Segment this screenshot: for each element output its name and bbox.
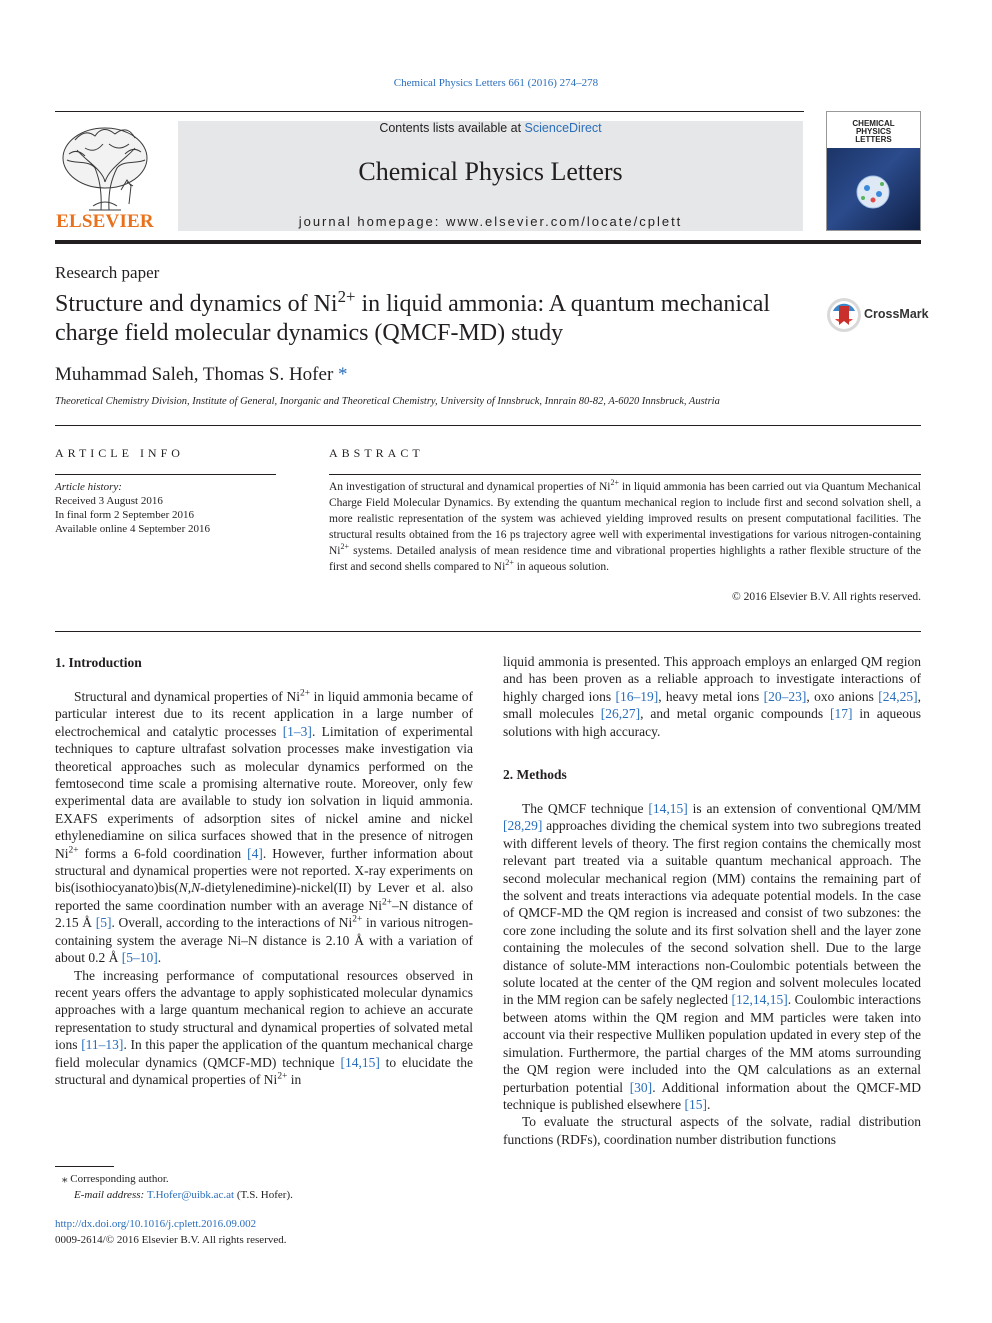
info-top-divider bbox=[55, 425, 921, 426]
introduction-continuation bbox=[503, 653, 921, 740]
citation-link[interactable]: [26,27] bbox=[600, 706, 641, 722]
author-list: Muhammad Saleh, Thomas S. Hofer * bbox=[55, 364, 348, 385]
intro-paragraph-continued: liquid ammonia is presented. This approach employs an enlarged QM region and has been proven as a reliable approach to investigate interactions of highly charged ions [16–19], heavy metal ions [20–23], oxo anions [24,25], small molecules [26,27], and metal organic compounds [17] in aqueous solutions with high accuracy. bbox=[503, 654, 921, 739]
methods-body bbox=[503, 800, 921, 1148]
abstract-copyright: © 2016 Elsevier B.V. All rights reserved. bbox=[732, 591, 921, 603]
history-label: Article history: bbox=[55, 481, 122, 493]
doi-link[interactable]: http://dx.doi.org/10.1016/j.cplett.2016.09.002 bbox=[55, 1218, 257, 1230]
citation-link[interactable]: [30] bbox=[629, 1079, 653, 1095]
article-history bbox=[55, 480, 210, 536]
abstract-heading: ABSTRACT bbox=[329, 446, 424, 460]
crossmark-label[interactable]: CrossMark bbox=[864, 307, 929, 321]
article-info-heading: ARTICLE INFO bbox=[55, 446, 184, 460]
methods-heading: 2. Methods bbox=[503, 767, 567, 782]
intro-paragraph-1: Structural and dynamical properties of $Ni^{2+}$ in liquid ammonia became of particular interest due to its recent application in a large number of electrochemical and catalytic processes [1–3]. Limitation of experimental techniques to capture ultrafast solvation processes make investigation via theoretical approaches such as molecular dynamics performed on the femtosecond time scale a promising alternative route. Moreover, only few experimental data are available to study ion solvation in liquid ammonia. EXAFS experiments of adsorption sites of nickel amine and nickel ethylenediamine on silica surfaces showed that in the presence of nitrogen $Ni^{2+}$ forms a 6-fold coordination [4]. However, further information about structural and dynamical properties were not reported. X-ray experiments on bis(isothiocyanato)bis(N,N-dietylenedimine)-nickel(II) by Lever et al. also reported the same coordination number with an average $Ni^{2+}-N$ distance of 2.15 Å [5]. Overall, according to the interactions of $Ni^{2+}$ in various nitrogen-containing system the average Ni–N distance is 2.10 Å with a variation of about 0.2 Å [5–10]. bbox=[55, 688, 474, 966]
citation-link[interactable]: [4] bbox=[247, 845, 263, 861]
author-email-link[interactable]: T.Hofer@uibk.ac.at bbox=[146, 1189, 235, 1201]
citation-link[interactable]: [1–3] bbox=[282, 723, 312, 739]
sciencedirect-link[interactable]: ScienceDirect bbox=[524, 121, 602, 135]
abstract-divider bbox=[329, 474, 921, 475]
citation-link[interactable]: [28,29] bbox=[503, 818, 543, 834]
header-thick-divider bbox=[55, 240, 921, 244]
citation-link[interactable]: [12,14,15] bbox=[731, 992, 788, 1008]
intro-paragraph-2: The increasing performance of computational resources observed in recent years offers the advantage to apply sophisticated molecular dynamics approaches with a large quantum mechanical region to achieve an accurate representation to study structural and dynamical properties of solvated metal ions [11–13]. In this paper the application of the quantum mechanical charge field molecular dynamics (QMCF-MD) technique [14,15] to elucidate the structural and dynamical properties of $Ni^{2+}$ in bbox=[55, 967, 473, 1087]
footnote-divider bbox=[55, 1166, 114, 1167]
corresponding-author-note: ⁎ Corresponding author. bbox=[62, 1173, 169, 1185]
email-note: E-mail address: T.Hofer@uibk.ac.at (T.S. Hofer). bbox=[74, 1189, 293, 1201]
journal-homepage[interactable]: journal homepage: www.elsevier.com/locate/cplett bbox=[298, 214, 683, 229]
online-date: Available online 4 September 2016 bbox=[55, 523, 210, 535]
issn-copyright: 0009-2614/© 2016 Elsevier B.V. All rights reserved. bbox=[55, 1234, 287, 1246]
abstract-body: An investigation of structural and dynamical properties of $Ni^{2+}$ in liquid ammonia has been carried out via Quantum Mechanical Charge Field Molecular Dynamics. By extending the quantum mechanical region to include first and second solvation shell, a more realistic representation of the system was achieved yielding improved results on present computational facilities. The structural results obtained from the 16 ps trajectory agree well with experimental investigations for various nitrogen-containing $Ni^{2+}$ systems. Detailed analysis of mean residence time and vibrational properties highlights a rather flexible structure of the first and second shells compared to $Ni^{2+}$ in aqueous solution. bbox=[329, 478, 921, 573]
publisher-name: ELSEVIER bbox=[56, 211, 154, 232]
footnotes bbox=[62, 1171, 293, 1203]
citation-link[interactable]: [14,15] bbox=[340, 1054, 380, 1070]
citation-link[interactable]: [17] bbox=[829, 706, 853, 722]
citation-link[interactable]: [16–19] bbox=[615, 688, 659, 704]
methods-paragraph-1: The QMCF technique [14,15] is an extension of conventional QM/MM [28,29] approaches dividing the chemical system into two subregions treated with different levels of theory. The first region contains the chemically most relevant part treated via a suitable quantum mechanical approach. The second molecular mechanical region (MM) contains the remaining part of the solvent and treats interactions via adequate potential models. In the case of QMCF-MD the QM region is increased and consist of two subzones: the core zone including the solute and its first solvation shell and the layer zone containing the molecules of the second solvation shell. Due to the large distance of solute-MM interactions non-Coulombic potentials between the solute located at the center of the QM region and solvent molecules located in the MM region can be safely neglected [12,14,15]. Coulombic interactions between atoms within the QM region and MM particles were taken into account via their respective Mulliken population updated in every step of the simulation. Furthermore, the partial charges of the MM atoms surrounding the QM region were included into the QM calculations as an external perturbation potential [30]. Additional information about the QMCF-MD technique is published elsewhere [15]. bbox=[503, 801, 921, 1112]
citation-link[interactable]: [5] bbox=[95, 915, 112, 931]
citation-link[interactable]: [5–10] bbox=[121, 950, 158, 966]
journal-reference[interactable]: Chemical Physics Letters 661 (2016) 274–278 bbox=[393, 77, 599, 89]
molecule-icon bbox=[827, 148, 920, 230]
article-type: Research paper bbox=[55, 263, 160, 282]
citation-link[interactable]: [20–23] bbox=[763, 688, 807, 704]
header-divider bbox=[55, 111, 804, 112]
citation-link[interactable]: [15] bbox=[684, 1096, 707, 1112]
methods-paragraph-2: To evaluate the structural aspects of the solvate, radial distribution functions (RDFs), coordination number distribution functions bbox=[503, 1114, 921, 1147]
citation-link[interactable]: [24,25] bbox=[878, 688, 918, 704]
article-title: Structure and dynamics of $Ni^{2+}$ in liquid ammonia: A quantum mechanical charge field molecular dynamics (QMCF-MD) study bbox=[55, 287, 771, 346]
article-info-divider bbox=[55, 474, 276, 475]
author-affiliation: Theoretical Chemistry Division, Institute of General, Inorganic and Theoretical Chemistry, University of Innsbruck, Innrain 80-82, A-6020 Innsbruck, Austria bbox=[55, 396, 720, 407]
introduction-heading: 1. Introduction bbox=[55, 655, 142, 670]
introduction-body bbox=[55, 688, 473, 1088]
body-top-divider bbox=[55, 631, 921, 632]
doi-block bbox=[55, 1216, 287, 1248]
citation-link[interactable]: [14,15] bbox=[648, 801, 688, 816]
received-date: Received 3 August 2016 bbox=[55, 495, 163, 507]
cover-title: CHEMICAL PHYSICS LETTERS bbox=[852, 119, 895, 144]
corresponding-author-marker[interactable]: * bbox=[333, 364, 348, 385]
journal-title: Chemical Physics Letters bbox=[358, 157, 623, 186]
contents-prefix: Contents lists available at bbox=[379, 121, 525, 135]
contents-availability bbox=[178, 121, 803, 135]
journal-cover-thumbnail[interactable] bbox=[826, 111, 921, 231]
citation-link[interactable]: [11–13] bbox=[81, 1037, 124, 1053]
cover-artwork bbox=[827, 148, 920, 230]
revised-date: In final form 2 September 2016 bbox=[55, 509, 194, 521]
